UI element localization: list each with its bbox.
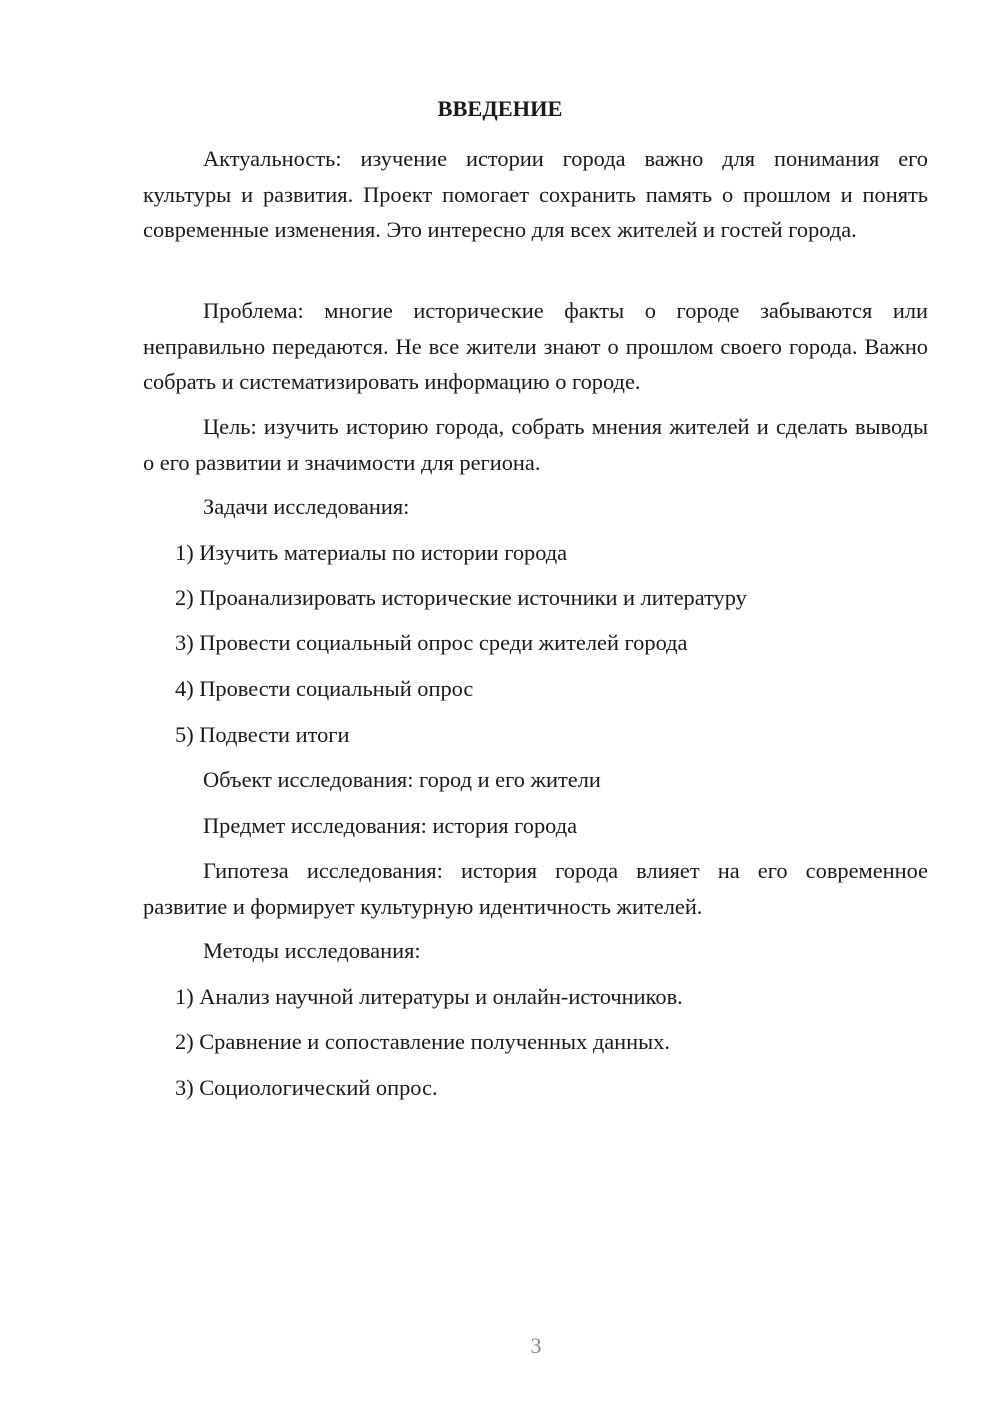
research-object: Объект исследования: город и его жители bbox=[203, 767, 601, 792]
task-item-5: 5) Подвести итоги bbox=[175, 722, 350, 747]
goal-paragraph: Цель: изучить историю города, собрать мнения жителей и сделать выводы о его развитии и значимости для региона. bbox=[143, 414, 928, 475]
page-number: 3 bbox=[530, 1333, 542, 1358]
method-item-1: 1) Анализ научной литературы и онлайн-источников. bbox=[175, 984, 683, 1009]
hypothesis-paragraph: Гипотеза исследования: история города влияет на его современное развитие и формирует культурную идентичность жителей. bbox=[143, 858, 928, 919]
methods-heading: Методы исследования: bbox=[203, 938, 421, 963]
relevance-paragraph: Актуальность: изучение истории города важно для понимания его культуры и развития. Проект помогает сохранить память о прошлом и понять современные изменения. Это интересно для всех жителей и гостей города. bbox=[143, 146, 928, 242]
task-item-4: 4) Провести социальный опрос bbox=[175, 676, 474, 701]
problem-paragraph: Проблема: многие исторические факты о городе забываются или неправильно передаются. Не все жители знают о прошлом своего города. Важно собрать и систематизировать информацию о городе. bbox=[143, 298, 928, 394]
page-title: ВВЕДЕНИЕ bbox=[437, 96, 563, 121]
method-item-3: 3) Социологический опрос. bbox=[175, 1075, 438, 1100]
task-item-2: 2) Проанализировать исторические источники и литературу bbox=[175, 585, 747, 610]
tasks-heading: Задачи исследования: bbox=[203, 494, 410, 519]
method-item-2: 2) Сравнение и сопоставление полученных данных. bbox=[175, 1029, 670, 1054]
research-subject: Предмет исследования: история города bbox=[203, 813, 578, 838]
task-item-1: 1) Изучить материалы по истории города bbox=[175, 540, 568, 565]
task-item-3: 3) Провести социальный опрос среди жителей города bbox=[175, 630, 688, 655]
